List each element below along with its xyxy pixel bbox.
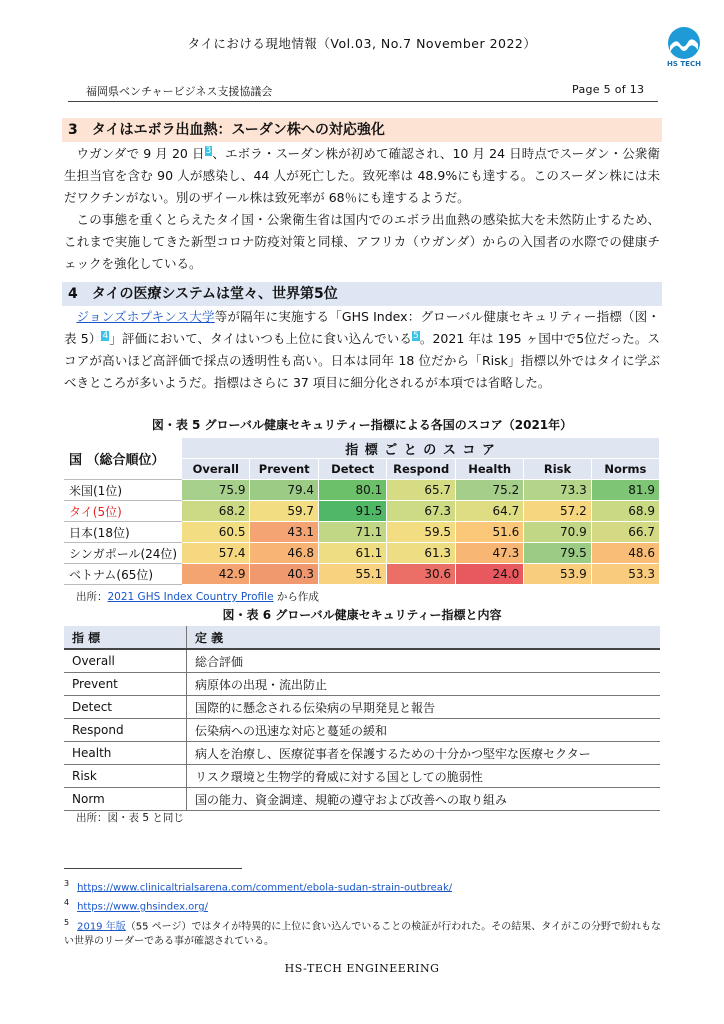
country-name: ベトナム(65位) (65, 564, 182, 585)
score-cell: 80.1 (319, 480, 387, 501)
indicator-term: Health (64, 742, 187, 765)
score-cell: 91.5 (319, 501, 387, 522)
footnote-ref-4[interactable]: 4 (102, 330, 109, 341)
section-3-body (64, 143, 660, 275)
score-cell: 57.2 (524, 501, 592, 522)
footnote-5-link[interactable]: 2019 年版 (77, 920, 126, 932)
score-cell: 73.3 (524, 480, 592, 501)
score-cell: 53.9 (524, 564, 592, 585)
score-cell: 42.9 (182, 564, 250, 585)
section-4-body (64, 306, 660, 394)
footnote-4-link[interactable]: https://www.ghsindex.org/ (77, 901, 208, 913)
score-cell: 47.3 (456, 543, 524, 564)
indicator-term: Prevent (64, 673, 187, 696)
page-number: Page 5 of 13 (572, 83, 645, 96)
score-cell: 70.9 (524, 522, 592, 543)
footnote-4-number: 4 (64, 898, 70, 908)
footnote-ref-5[interactable]: 5 (412, 330, 419, 341)
column-header-respond: Respond (387, 459, 456, 480)
score-cell: 24.0 (456, 564, 524, 585)
footnote-5-text: （55 ページ）ではタイが特異的に上位に食い込んでいることの検証が行われた。その結果、タイがこの分野で紛れもない世界のリーダーである事が確認されている。 (64, 920, 662, 947)
score-cell: 61.1 (319, 543, 387, 564)
score-cell: 75.2 (456, 480, 524, 501)
section-3-paragraph-2: この事態を重くとらえたタイ国・公衆衛生省は国内でのエボラ出血熱の感染拡大を未然防止するため、これまで実施してきた新型コロナ防疫対策と同様、アフリカ（ウガンダ）からの入国者の水際での健康チェックを強化している。 (64, 212, 660, 271)
section-3-heading-text: 3 タイはエボラ出血熱：スーダン株への対応強化 (68, 122, 385, 138)
footnote-3-number: 3 (64, 879, 70, 888)
footnote-4 (64, 895, 664, 914)
score-cell: 79.4 (250, 480, 319, 501)
table-row (65, 543, 660, 564)
source-suffix: から作成 (273, 591, 319, 603)
indicator-definition: リスク環境と生物学的脅威に対する国としての脆弱性 (187, 765, 661, 788)
score-cell: 68.9 (591, 501, 659, 522)
table-row (64, 673, 660, 696)
table-row (64, 765, 660, 788)
country-name: 米国(1位) (65, 480, 182, 501)
s4-text-3: 。2021 年は 195 ヶ国中で5位だった。スコアが高いほど高評価で採点の透明性も高い。日本は同年 18 位だから「Risk」指標以外ではタイに学ぶべきところが多いようだ。指標はさらに 37 項目に細分化されるが本項では省略した。 (64, 331, 660, 390)
s4-text-2: 」評価において、タイはいつも上位に食い込んでいる (109, 331, 412, 346)
score-cell: 67.3 (387, 501, 456, 522)
score-cell: 75.9 (182, 480, 250, 501)
indicator-definition: 国の能力、資金調達、規範の遵守および改善への取り組み (187, 788, 661, 811)
table-row (65, 501, 660, 522)
s4-text-1: 等が隔年に実施する「GHS Index：グローバル健康セキュリティー指標（図・表 5） (64, 309, 660, 346)
score-cell: 51.6 (456, 522, 524, 543)
page-footer: HS-TECH ENGINEERING (284, 962, 440, 975)
footnotes (64, 876, 664, 949)
ghs-definition-table (64, 626, 660, 811)
footnote-3 (64, 876, 664, 895)
table-row (65, 564, 660, 585)
indicator-definition: 国際的に懸念される伝染病の早期発見と報告 (187, 696, 661, 719)
indicator-term: Risk (64, 765, 187, 788)
score-cell: 57.4 (182, 543, 250, 564)
score-cell: 59.7 (250, 501, 319, 522)
score-cell: 53.3 (591, 564, 659, 585)
table-row (64, 696, 660, 719)
column-header-overall: Overall (182, 459, 250, 480)
score-cell: 48.6 (591, 543, 659, 564)
column-header-prevent: Prevent (250, 459, 319, 480)
section-4-heading (62, 282, 662, 306)
indicator-definition: 病原体の出現・流出防止 (187, 673, 661, 696)
section-4-paragraph (64, 306, 660, 394)
table-5-caption: 図・表 5 グローバル健康セキュリティー指標による各国のスコア（2021年） (151, 418, 573, 432)
score-cell: 46.8 (250, 543, 319, 564)
score-cell: 79.5 (524, 543, 592, 564)
table-row (64, 788, 660, 811)
logo-text: HS TECH (667, 60, 701, 68)
column-header-detect: Detect (319, 459, 387, 480)
table-row (64, 649, 660, 673)
footnote-divider (64, 868, 242, 869)
country-header: 国 （総合順位） (65, 438, 182, 480)
score-cell: 81.9 (591, 480, 659, 501)
hs-tech-logo (666, 26, 702, 72)
ghs-profile-link[interactable]: 2021 GHS Index Country Profile (107, 591, 274, 603)
score-group-header: 指 標 ご と の ス コ ア (182, 438, 660, 459)
table-6-source: 出所：図・表 5 と同じ (76, 812, 184, 824)
score-cell: 66.7 (591, 522, 659, 543)
column-header-health: Health (456, 459, 524, 480)
score-cell: 64.7 (456, 501, 524, 522)
score-cell: 65.7 (387, 480, 456, 501)
source-prefix: 出所： (76, 591, 108, 603)
indicator-term: Detect (64, 696, 187, 719)
footnote-ref-3[interactable]: 3 (205, 145, 212, 156)
country-name: シンガポール(24位) (65, 543, 182, 564)
indicator-definition: 総合評価 (187, 649, 661, 673)
table-row (64, 742, 660, 765)
organization-name: 福岡県ベンチャービジネス支援協議会 (86, 85, 273, 98)
section-3-heading (62, 118, 662, 142)
indicator-definition: 伝染病への迅速な対応と蔓延の緩和 (187, 719, 661, 742)
header-divider (68, 101, 658, 102)
section-3-paragraph-1 (64, 143, 660, 209)
score-cell: 43.1 (250, 522, 319, 543)
indicator-term: Overall (64, 649, 187, 673)
indicator-definition: 病人を治療し、医療従事者を保護するための十分かつ堅牢な医療セクター (187, 742, 661, 765)
column-header-norms: Norms (591, 459, 659, 480)
document-title: タイにおける現地情報（Vol.03, No.7 November 2022） (187, 36, 537, 51)
definition-header: 定 義 (187, 626, 661, 649)
s3-text-b: 、エボラ・スーダン株が初めて確認され、10 月 24 日時点でスーダン・公衆衛生担当官を含む 90 人が感染し、44 人が死亡した。致死率は 48.9%にも達する。このスーダン株には未だワクチンがない。別のザイール株は致死率が 68％にも達するようだ。 (64, 146, 660, 205)
table-5-source (76, 589, 319, 604)
score-cell: 30.6 (387, 564, 456, 585)
table-row (65, 522, 660, 543)
country-name: タイ(5位) (65, 501, 182, 522)
indicator-term: Norm (64, 788, 187, 811)
indicator-term: Respond (64, 719, 187, 742)
s3-text-a: ウガンダで 9 月 20 日 (76, 146, 205, 161)
country-name: 日本(18位) (65, 522, 182, 543)
column-header-risk: Risk (524, 459, 592, 480)
score-cell: 68.2 (182, 501, 250, 522)
footnote-5 (64, 915, 664, 949)
score-cell: 71.1 (319, 522, 387, 543)
score-cell: 60.5 (182, 522, 250, 543)
table-row (64, 719, 660, 742)
footnote-5-number: 5 (64, 917, 70, 927)
score-cell: 59.5 (387, 522, 456, 543)
johns-hopkins-link[interactable]: ジョンズホプキンス大学 (76, 309, 215, 324)
score-cell: 61.3 (387, 543, 456, 564)
score-cell: 40.3 (250, 564, 319, 585)
score-cell: 55.1 (319, 564, 387, 585)
table-6-caption: 図・表 6 グローバル健康セキュリティー指標と内容 (222, 608, 502, 622)
ghs-score-table (64, 437, 660, 585)
term-header: 指 標 (64, 626, 187, 649)
footnote-3-link[interactable]: https://www.clinicaltrialsarena.com/comment/ebola-sudan-strain-outbreak/ (77, 882, 453, 894)
section-4-heading-text: 4 タイの医療システムは堂々、世界第5位 (68, 286, 338, 302)
table-row (65, 480, 660, 501)
